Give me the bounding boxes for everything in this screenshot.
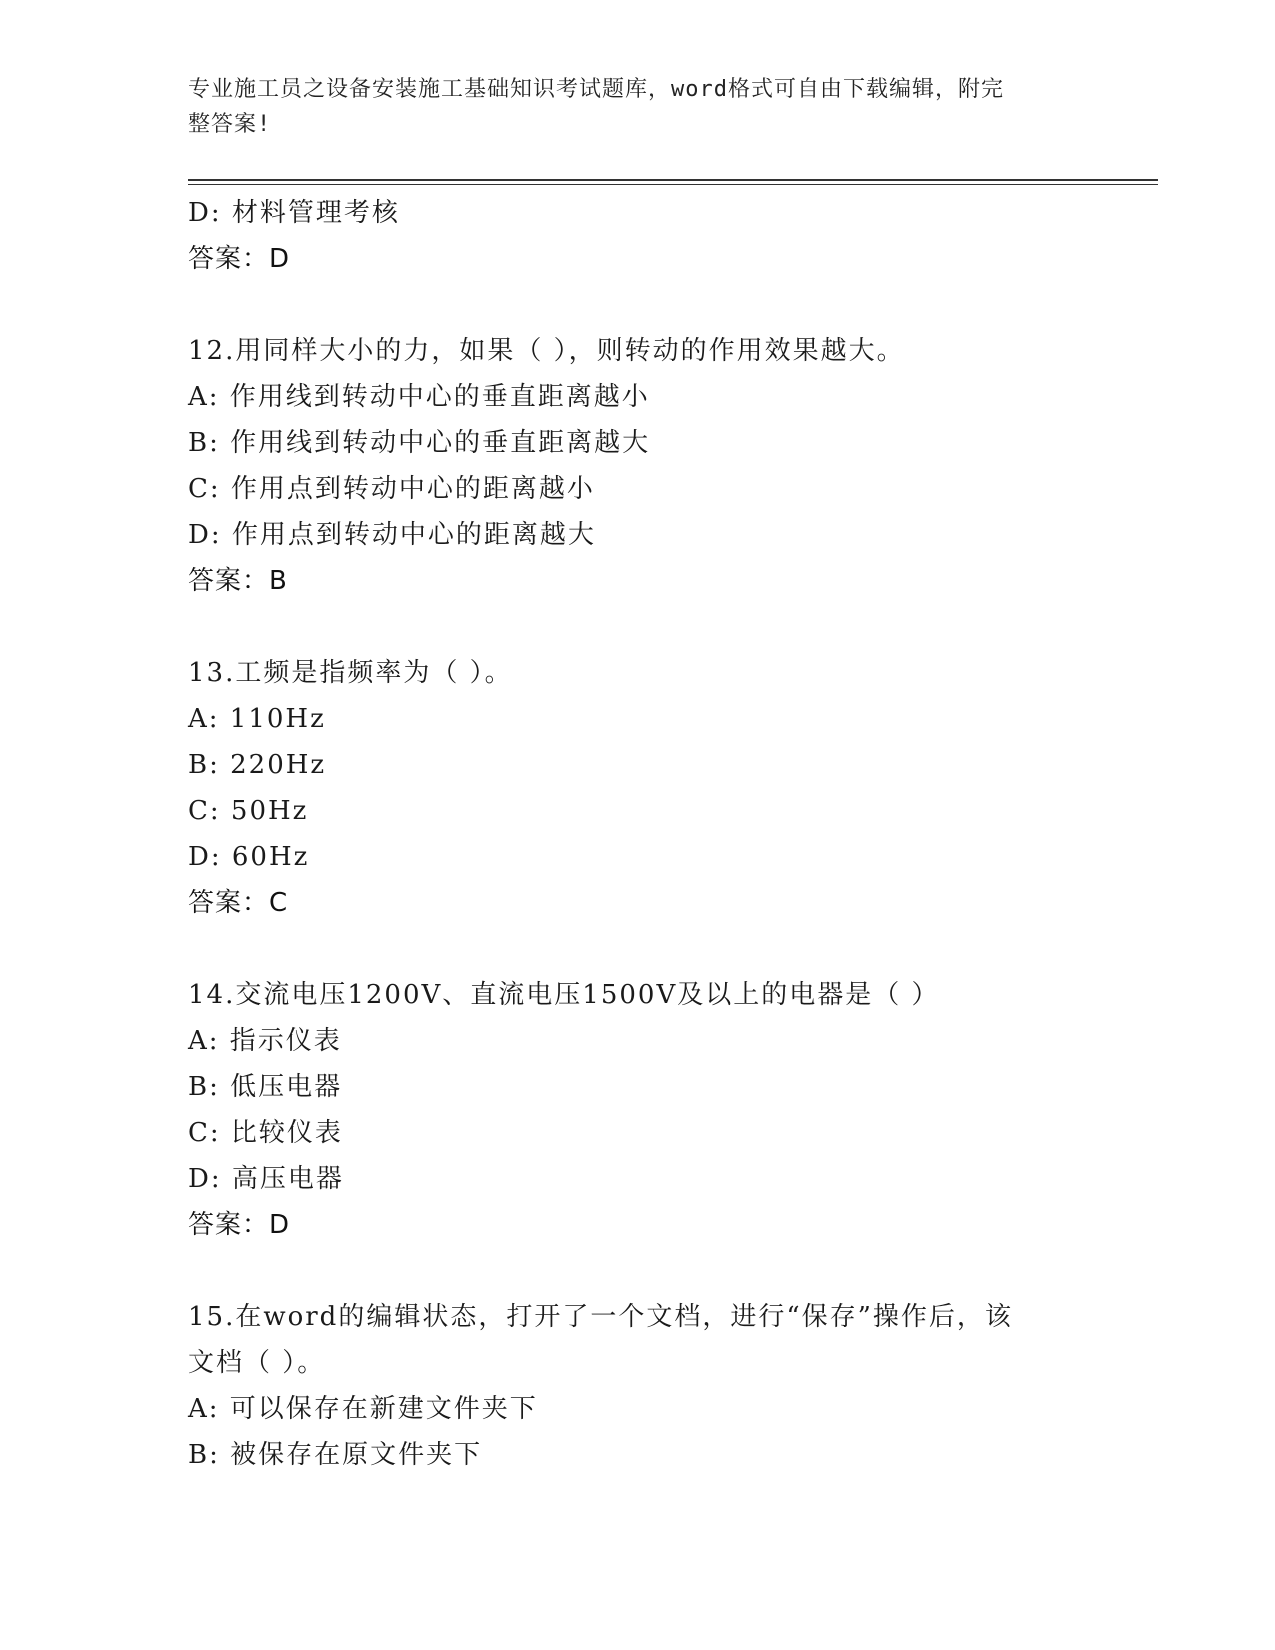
question-stem: 文档（ ）。	[188, 1348, 326, 1378]
spacer	[188, 282, 1088, 328]
option-line: C: 比较仪表	[188, 1118, 343, 1148]
option-line: C: 50Hz	[188, 796, 309, 826]
answer-line: 答案：C	[188, 888, 289, 918]
option-line: B: 220Hz	[188, 750, 327, 780]
document-header	[188, 72, 1068, 142]
answer-line: 答案：B	[188, 566, 288, 596]
question-stem: 15.在word的编辑状态，打开了一个文档，进行“保存”操作后，该	[188, 1302, 1013, 1332]
option-line: A: 110Hz	[188, 704, 326, 734]
option-line: D: 材料管理考核	[188, 198, 400, 228]
option-line: B: 低压电器	[188, 1072, 343, 1102]
question-stem: 12.用同样大小的力，如果（ ），则转动的作用效果越大。	[188, 336, 905, 366]
option-line: A: 指示仪表	[188, 1026, 342, 1056]
option-line: A: 可以保存在新建文件夹下	[188, 1394, 538, 1424]
option-line: B: 被保存在原文件夹下	[188, 1440, 483, 1470]
answer-line: 答案：D	[188, 1210, 291, 1240]
spacer	[188, 926, 1088, 972]
option-line: A: 作用线到转动中心的垂直距离越小	[188, 382, 650, 412]
header-rule-thin	[188, 184, 1158, 185]
option-line: D: 60Hz	[188, 842, 310, 872]
option-line: C: 作用点到转动中心的距离越小	[188, 474, 595, 504]
header-line-1: 专业施工员之设备安装施工基础知识考试题库，word格式可自由下载编辑，附完	[188, 77, 1004, 102]
option-line: D: 作用点到转动中心的距离越大	[188, 520, 596, 550]
spacer	[188, 604, 1088, 650]
header-rule-thick	[188, 179, 1158, 181]
question-list	[188, 190, 1088, 1478]
option-line: D: 高压电器	[188, 1164, 344, 1194]
answer-line: 答案：D	[188, 244, 291, 274]
option-line: B: 作用线到转动中心的垂直距离越大	[188, 428, 651, 458]
header-line-2: 整答案!	[188, 112, 272, 137]
question-stem: 14.交流电压1200V、直流电压1500V及以上的电器是（ ）	[188, 980, 940, 1010]
spacer	[188, 1248, 1088, 1294]
question-stem: 13.工频是指频率为（ ）。	[188, 658, 513, 688]
